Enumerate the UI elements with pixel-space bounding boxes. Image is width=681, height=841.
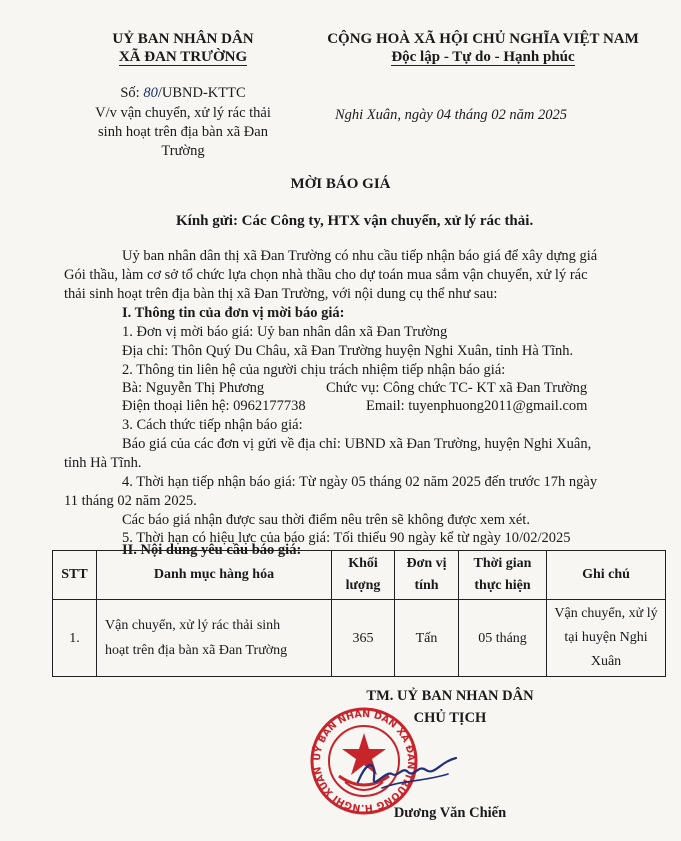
table-header-row — [53, 551, 666, 600]
late-note: Các báo giá nhận được sau thời điểm nêu trên sẽ không được xem xét. — [122, 512, 530, 528]
table-row — [53, 600, 666, 677]
cell-qty: 365 — [332, 600, 395, 677]
doc-number-prefix: Số: — [120, 85, 140, 101]
section1-item3: 3. Cách thức tiếp nhận báo giá: — [122, 417, 303, 433]
national-motto-text: Độc lập - Tự do - Hạnh phúc — [391, 49, 575, 65]
cell-item-2: hoạt trên địa bàn xã Đan Trường — [105, 643, 288, 658]
cell-unit: Tấn — [395, 600, 459, 677]
cell-time: 05 tháng — [459, 600, 547, 677]
header-qty — [332, 551, 395, 600]
section1-item5: 5. Thời hạn có hiệu lực của báo giá: Tối thiểu 90 ngày kể từ ngày 10/02/2025 — [122, 530, 571, 546]
header-qty-2: lượng — [345, 578, 381, 593]
section1-address: Địa chỉ: Thôn Quý Du Châu, xã Đan Trường huyện Nghi Xuân, tỉnh Hà Tĩnh. — [122, 343, 574, 359]
cell-note — [547, 600, 666, 677]
cell-stt: 1. — [53, 600, 97, 677]
cell-note-3: Xuân — [590, 654, 622, 669]
signer-name: Dương Văn Chiến — [393, 805, 507, 821]
section1-item4-line2: 11 tháng 02 năm 2025. — [64, 493, 197, 509]
issuer-name: UỶ BAN NHÂN DÂN — [112, 31, 254, 47]
header-item: Danh mục hàng hóa — [97, 551, 332, 600]
section1-item2: 2. Thông tin liên hệ của người chịu trách nhiệm tiếp nhận báo giá: — [122, 362, 506, 378]
header-stt: STT — [53, 551, 97, 600]
section1-heading: I. Thông tin của đơn vị mời báo giá: — [122, 305, 345, 321]
section1-item3-detail-1: Báo giá của các đơn vị gửi về địa chỉ: UBND xã Đan Trường, huyện Nghi Xuân, — [122, 436, 592, 452]
doc-number — [78, 85, 288, 102]
intro-line-2: Gói thầu, làm cơ sở tổ chức lựa chọn nhà thầu cho dự toán mua sắm vận chuyển, xử lý rác — [64, 267, 588, 283]
national-title: CỘNG HOÀ XÃ HỘI CHỦ NGHĨA VIỆT NAM — [327, 31, 639, 47]
recipient: Kính gửi: Các Công ty, HTX vận chuyển, xử lý rác thải. — [176, 213, 534, 229]
doc-number-suffix: /UBND-KTTC — [157, 85, 246, 101]
place-date: Nghi Xuân, ngày 04 tháng 02 năm 2025 — [335, 107, 567, 123]
contact-name: Bà: Nguyễn Thị Phương — [122, 380, 265, 396]
header-qty-1: Khối — [348, 556, 378, 571]
header-time-1: Thời gian — [473, 556, 532, 571]
header-note: Ghi chú — [547, 551, 666, 600]
intro-line-3: thải sinh hoạt trên địa bàn thị xã Đan Trường, với nội dung cụ thể như sau: — [64, 286, 498, 302]
seal-text: UỶ BAN NHÂN DÂN XÃ ĐAN TRƯỜNG H.NGHI XUÂN — [311, 708, 417, 814]
cell-note-1: Vận chuyển, xử lý — [554, 606, 658, 621]
contact-email: Email: tuyenphuong2011@gmail.com — [366, 398, 588, 414]
cell-note-2: tại huyện Nghi — [564, 630, 648, 645]
signature-role: CHỦ TỊCH — [413, 710, 487, 726]
subject-line-1: V/v vận chuyển, xử lý rác thải — [95, 105, 271, 121]
intro-line-1: Uỷ ban nhân dân thị xã Đan Trường có nhu cầu tiếp nhận báo giá để xây dựng giá — [122, 248, 598, 264]
section1-item3-detail-2: tỉnh Hà Tĩnh. — [64, 455, 142, 471]
quote-request-table — [52, 550, 666, 677]
handwritten-signature-icon — [352, 752, 462, 797]
cell-item-1: Vận chuyển, xử lý rác thải sinh — [105, 618, 281, 633]
national-motto — [288, 49, 678, 66]
issuer-commune-text: XÃ ĐAN TRƯỜNG — [118, 49, 248, 65]
header-unit-2: tính — [414, 578, 439, 593]
section1-item1: 1. Đơn vị mời báo giá: Uỷ ban nhân dân xã Đan Trường — [122, 324, 448, 340]
contact-phone: Điện thoại liên hệ: 0962177738 — [122, 398, 306, 414]
section1-item4-line1: 4. Thời hạn tiếp nhận báo giá: Từ ngày 05 tháng 02 năm 2025 đến trước 17h ngày — [122, 474, 598, 490]
section2-heading: II. Nội dung yêu cầu báo giá: — [122, 542, 302, 558]
subject-line-2: sinh hoạt trên địa bàn xã Đan — [98, 124, 268, 140]
header-unit-1: Đơn vị — [406, 556, 447, 571]
doc-number-value: 80 — [143, 85, 158, 101]
header-unit — [395, 551, 459, 600]
issuer-commune — [78, 49, 288, 66]
header-time-2: thực hiện — [474, 578, 531, 593]
header-time — [459, 551, 547, 600]
contact-position: Chức vụ: Công chức TC- KT xã Đan Trường — [326, 380, 588, 396]
cell-item — [97, 600, 332, 677]
subject-line-3: Trường — [161, 143, 205, 159]
document-title: MỜI BÁO GIÁ — [290, 176, 391, 192]
signature-on-behalf: TM. UỶ BAN NHAN DÂN — [366, 688, 534, 704]
